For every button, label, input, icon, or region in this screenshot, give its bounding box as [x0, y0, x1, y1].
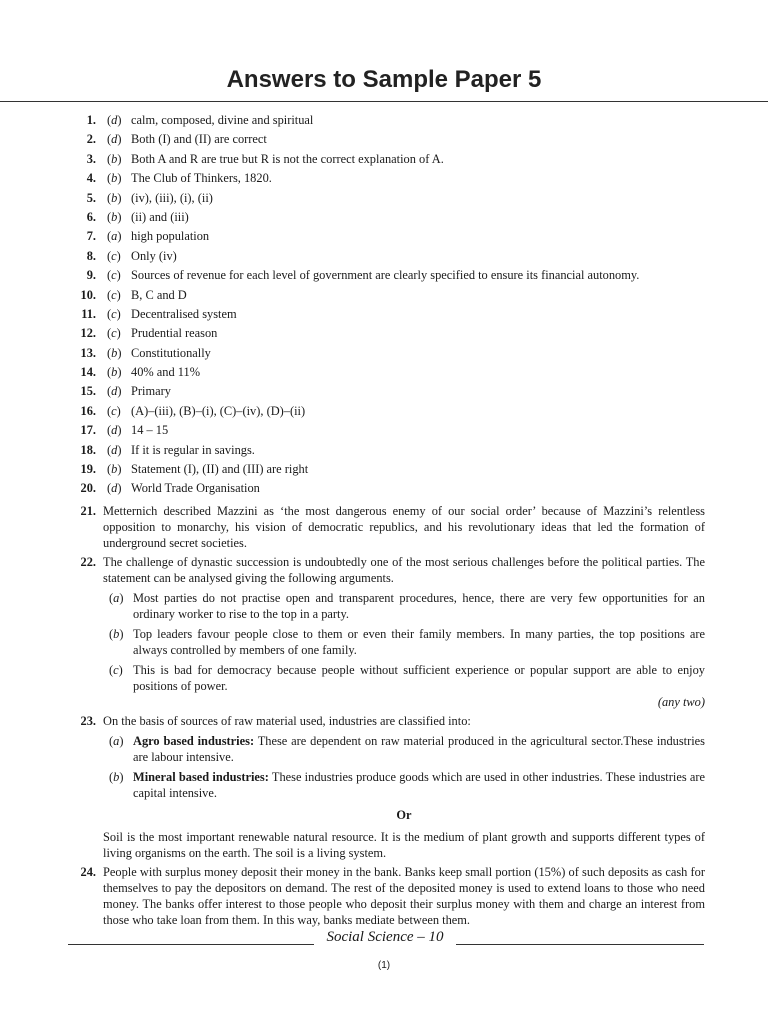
point-label: a	[113, 590, 120, 605]
mcq-answer-item	[0, 306, 768, 325]
answer-text: high population	[131, 229, 210, 244]
answer-text: Sources of revenue for each level of government are clearly specified to ensure its financial autonomy.	[131, 268, 640, 283]
point-text: Most parties do not practise open and transparent procedures, hence, there are very few opportunities for an ordinary worker to rise to the top in a party.	[133, 590, 705, 621]
question-number: 17.	[80, 423, 96, 438]
answer-text: (ii) and (iii)	[131, 209, 189, 224]
question-number: 10.	[80, 287, 96, 302]
answer-text: B, C and D	[131, 287, 187, 302]
question-number: 1.	[86, 113, 96, 127]
or-separator: Or	[396, 807, 412, 822]
answer-text: (iv), (iii), (i), (ii)	[131, 190, 213, 205]
answer-option: (c)	[107, 268, 121, 283]
mcq-answer-item	[0, 442, 768, 461]
question-number: 19.	[80, 462, 96, 477]
mcq-answer-item	[0, 364, 768, 383]
note-any-two: (any two)	[657, 694, 705, 709]
page-number: (1)	[377, 960, 391, 971]
mcq-answer-item	[0, 422, 768, 441]
point-text: Top leaders favour people close to them or even their family members. In many parties, the top positions are always controlled by members of one family.	[133, 626, 705, 657]
question-number: 11.	[81, 306, 96, 321]
answer-text: The Club of Thinkers, 1820.	[131, 171, 272, 186]
mcq-answer-item	[0, 383, 768, 402]
point-text: These are dependent on raw material produced in the agricultural sector.These industries are labour intensive.	[133, 733, 705, 764]
question-number: 6.	[86, 209, 96, 224]
point-label: a	[113, 733, 120, 748]
answer-point: (c) This is bad for democracy because people without sufficient experience or popular support are able to enjoy positions of power. (any two)	[109, 662, 705, 709]
answer-text: 40% and 11%	[131, 365, 201, 380]
question-number: 16.	[80, 403, 96, 418]
answer-option: (b)	[107, 171, 122, 186]
answer-text: Metternich described Mazzini as ‘the most dangerous enemy of our social order’ because of Mazzini’s relentless opposition to monarchy, his vision of democratic republics, and his revolutionary ideas that led the formation of underground secret societies.	[103, 503, 705, 550]
question-number: 7.	[86, 229, 96, 244]
question-number: 9.	[86, 268, 96, 283]
page-title: Answers to Sample Paper 5	[226, 66, 542, 93]
answer-text: World Trade Organisation	[131, 481, 260, 496]
question-number: 14.	[80, 365, 96, 380]
mcq-answer-item	[0, 287, 768, 306]
answer-24	[0, 864, 768, 928]
question-number: 4.	[86, 171, 96, 186]
footer-rule-left	[68, 944, 314, 945]
mcq-answer-item	[0, 480, 768, 499]
question-number: 5.	[86, 190, 96, 205]
mcq-answer-item	[0, 209, 768, 228]
answer-option: (d)	[107, 442, 122, 457]
mcq-answer-item	[0, 190, 768, 209]
mcq-answer-item	[0, 403, 768, 422]
point-label: b	[113, 626, 120, 641]
answer-text: Constitutionally	[131, 345, 211, 360]
footer-subject: Social Science – 10	[326, 929, 444, 945]
question-number: 3.	[86, 151, 96, 166]
question-number: 15.	[80, 384, 96, 399]
answer-option: (b)	[107, 209, 122, 224]
point-text: This is bad for democracy because people without sufficient experience or popular support are able to enjoy positions of power.	[133, 662, 705, 693]
mcq-answer-item	[0, 461, 768, 480]
mcq-answer-item	[0, 151, 768, 170]
mcq-answer-item	[0, 228, 768, 247]
mcq-answer-item	[0, 248, 768, 267]
answer-text: (A)–(iii), (B)–(i), (C)–(iv), (D)–(ii)	[131, 403, 306, 418]
answer-text: Statement (I), (II) and (III) are right	[131, 462, 309, 477]
question-number: 24.	[80, 864, 96, 879]
mcq-answer-item	[0, 345, 768, 364]
question-number: 23.	[80, 713, 96, 728]
answer-text: calm, composed, divine and spiritual	[131, 113, 314, 127]
answer-text: Both (I) and (II) are correct	[131, 132, 267, 147]
answer-option: (b)	[107, 151, 122, 166]
answer-text: Primary	[131, 384, 171, 399]
answer-option: (b)	[107, 190, 122, 205]
mcq-answer-item	[0, 325, 768, 344]
answer-option: (d)	[107, 113, 122, 127]
title-rule	[0, 101, 768, 102]
alternative-answer: Soil is the most important renewable natural resource. It is the medium of plant growth and supports different types of living organisms on the earth. The soil is a living system.	[103, 829, 705, 860]
answer-option: (d)	[107, 132, 122, 147]
mcq-answer-item	[0, 267, 768, 286]
answer-23	[0, 713, 768, 861]
question-number: 13.	[80, 345, 96, 360]
answer-22	[0, 554, 768, 710]
answer-option: (c)	[107, 248, 121, 263]
answer-text: 14 – 15	[131, 423, 169, 438]
answer-option: (a)	[107, 229, 122, 244]
answer-option: (d)	[107, 481, 122, 496]
answer-option: (c)	[107, 326, 121, 341]
answer-content	[0, 112, 768, 928]
question-number: 8.	[86, 248, 96, 263]
answer-text: The challenge of dynastic succession is undoubtedly one of the most serious challenges before the political parties. The statement can be analysed giving the following arguments.	[103, 554, 705, 585]
answer-option: (b)	[107, 345, 122, 360]
question-number: 18.	[80, 442, 96, 457]
answer-option: (c)	[107, 287, 121, 302]
answer-option: (d)	[107, 384, 122, 399]
answer-option: (b)	[107, 462, 122, 477]
mcq-answer-item	[0, 112, 768, 131]
answer-point: (b) Top leaders favour people close to them or even their family members. In many parties, the top positions are always controlled by members of one family.	[109, 626, 705, 657]
point-heading: Agro based industries:	[133, 733, 255, 748]
question-number: 20.	[80, 481, 96, 496]
answer-point: (b) Mineral based industries: These industries produce goods which are used in other industries. These industries are capital intensive.	[109, 769, 705, 800]
answer-point: (a) Agro based industries: These are dependent on raw material produced in the agricultural sector.These industries are labour intensive.	[109, 733, 705, 764]
answer-text: Decentralised system	[131, 306, 237, 321]
answer-option: (b)	[107, 365, 122, 380]
point-label: c	[113, 662, 119, 677]
question-number: 21.	[80, 503, 96, 518]
mcq-answer-list	[0, 112, 768, 500]
answer-option: (c)	[107, 403, 121, 418]
answer-text: People with surplus money deposit their money in the bank. Banks keep small portion (15%) of such deposits as cash for themselves to pay the depositors on demand. The rest of the deposited money is used to extend loans to those who need money. The banks offer interest to those people who deposit their surplus money with them and charge an interest from those who take loan from them. In this way, banks mediate between them.	[103, 864, 705, 927]
answer-21	[0, 503, 768, 551]
answer-text: Only (iv)	[131, 248, 177, 263]
mcq-answer-item	[0, 131, 768, 150]
question-number: 22.	[80, 554, 96, 569]
answer-option: (c)	[107, 306, 121, 321]
answer-point: (a) Most parties do not practise open and transparent procedures, hence, there are very few opportunities for an ordinary worker to rise to the top in a party.	[109, 590, 705, 621]
point-heading: Mineral based industries:	[133, 769, 269, 784]
question-number: 2.	[86, 132, 96, 147]
point-text: These industries produce goods which are used in other industries. These industries are capital intensive.	[133, 769, 705, 800]
mcq-answer-item	[0, 170, 768, 189]
point-label: b	[113, 769, 120, 784]
footer-rule-right	[456, 944, 704, 945]
answer-text: On the basis of sources of raw material used, industries are classified into:	[103, 713, 471, 728]
answer-text: Both A and R are true but R is not the correct explanation of A.	[131, 151, 444, 166]
answer-text: If it is regular in savings.	[131, 442, 255, 457]
question-number: 12.	[80, 326, 96, 341]
answer-option: (d)	[107, 423, 122, 438]
answer-text: Prudential reason	[131, 326, 218, 341]
